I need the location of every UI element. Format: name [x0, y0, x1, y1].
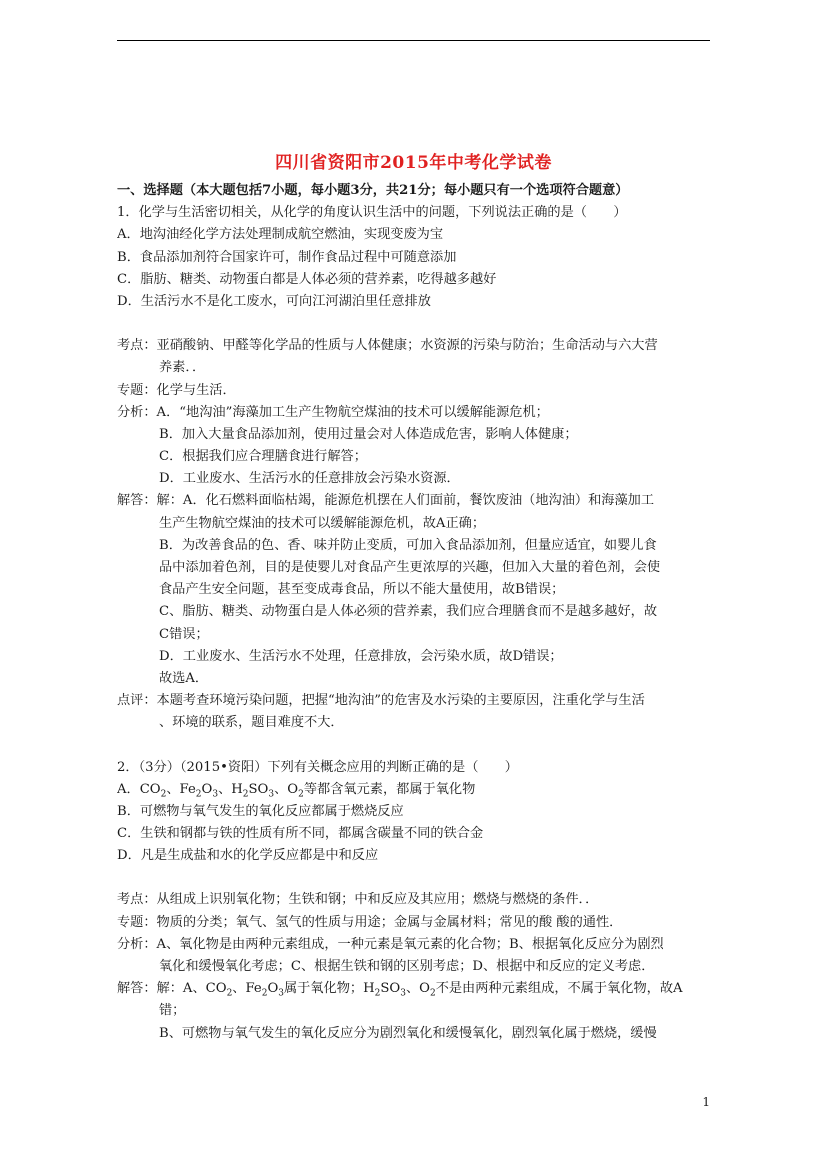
fenxi-line: C．根据我们应合理膳食进行解答； — [159, 449, 367, 465]
question-2 — [117, 757, 712, 1045]
zhuanti: 专题：化学与生活． — [117, 382, 236, 398]
jieda-line: B、可燃物与氧气发生的氧化反应分为剧烈氧化和缓慢氧化，剧烈氧化属于燃烧，缓慢 — [159, 1025, 657, 1041]
question-stem: 2．（3分）（2015•资阳）下列有关概念应用的判断正确的是（ ） — [117, 759, 518, 775]
kaodian: 考点：亚硝酸钠、甲醛等化学品的性质与人体健康；水资源的污染与防治；生命活动与六大营 — [117, 338, 658, 354]
fenxi: 分析：A、氧化物是由两种元素组成，一种元素是氧元素的化合物；B、根据氧化反应分为剧烈 — [117, 936, 664, 952]
fenxi-line: 氧化和缓慢氧化考虑；C、根据生铁和钢的区别考虑；D、根据中和反应的定义考虑． — [159, 959, 655, 974]
page-title: 四川省资阳市2015年中考化学试卷 — [275, 153, 552, 173]
document-body — [117, 180, 712, 1045]
header-rule — [117, 40, 710, 41]
dianping: 点评：本题考查环境污染问题，把握“地沟油”的危害及水污染的主要原因，注重化学与生活 — [117, 693, 645, 709]
question-1 — [117, 202, 712, 734]
option-d: D．生活污水不是化工废水，可向江河湖泊里任意排放 — [117, 293, 431, 309]
jieda-line: 生产生物航空煤油的技术可以缓解能源危机，故A正确； — [159, 515, 486, 531]
section-heading: 一、选择题（本大题包括7小题，每小题3分，共21分；每小题只有一个选项符合题意） — [117, 183, 629, 198]
jieda-line: C、脂肪、糖类、动物蛋白是人体必须的营养素，我们应合理膳食而不是越多越好，故 — [159, 604, 658, 620]
page-number: 1 — [702, 1095, 710, 1109]
jieda-line: 错； — [159, 1003, 186, 1019]
fenxi-line: D．工业废水、生活污水的任意排放会污染水资源． — [159, 471, 460, 487]
fenxi: 分析：A．“地沟油”海藻加工生产生物航空煤油的技术可以缓解能源危机； — [117, 404, 549, 420]
kaodian-cont: 养素．． — [159, 360, 206, 376]
jieda-line: 故选A． — [159, 670, 209, 686]
jieda: 解答：解：A、$CO_2$、$Fe_2O_3$属于氧化物；$H_2SO_3$、$O_2$不是由两种元素组成，不属于氧化物，故A — [117, 981, 683, 999]
option-a: A．地沟油经化学方法处理制成航空燃油，实现变废为宝 — [117, 227, 444, 243]
option-d: D．凡是生成盐和水的化学反应都是中和反应 — [117, 848, 379, 864]
jieda-line: 品中添加着色剂，目的是使婴儿对食品产生更浓厚的兴趣，但加入大量的着色剂，会使 — [159, 560, 661, 575]
option-a: A．$CO_2$、$Fe_2O_3$、$H_2SO_3$、$O_2$等都含氧元素，都属于氧化物 — [117, 781, 476, 800]
jieda-line: D．工业废水、生活污水不处理，任意排放，会污染水质，故D错误； — [159, 648, 563, 664]
jieda-line: B．为改善食品的色、香、味并防止变质，可加入食品添加剂，但量应适宜，如婴儿食 — [159, 537, 657, 553]
option-b: B．食品添加剂符合国家许可，制作食品过程中可随意添加 — [117, 249, 457, 265]
jieda: 解答：解：A．化石燃料面临枯竭，能源危机摆在人们面前，餐饮废油（地沟油）和海藻加工 — [117, 493, 655, 509]
dianping-cont: 、环境的联系，题目难度不大． — [159, 715, 344, 731]
option-c: C．脂肪、糖类、动物蛋白都是人体必须的营养素，吃得越多越好 — [117, 271, 497, 287]
fenxi-line: B．加入大量食品添加剂，使用过量会对人体造成危害，影响人体健康； — [159, 426, 578, 442]
zhuanti: 专题：物质的分类；氧气、氢气的性质与用途；金属与金属材料；常见的酸 酸的通性． — [117, 914, 623, 930]
option-b: B．可燃物与氧气发生的氧化反应都属于燃烧反应 — [117, 803, 404, 819]
question-stem: 1．化学与生活密切相关，从化学的角度认识生活中的问题，下列说法正确的是（ ） — [117, 205, 627, 221]
option-c: C．生铁和钢都与铁的性质有所不同，都属含碳量不同的铁合金 — [117, 826, 484, 842]
jieda-line: C错误； — [159, 626, 209, 642]
jieda-line: 食品产生安全问题，甚至变成毒食品，所以不能大量使用，故B错误； — [159, 582, 565, 598]
kaodian: 考点：从组成上识别氧化物；生铁和钢；中和反应及其应用；燃烧与燃烧的条件．． — [117, 892, 599, 908]
